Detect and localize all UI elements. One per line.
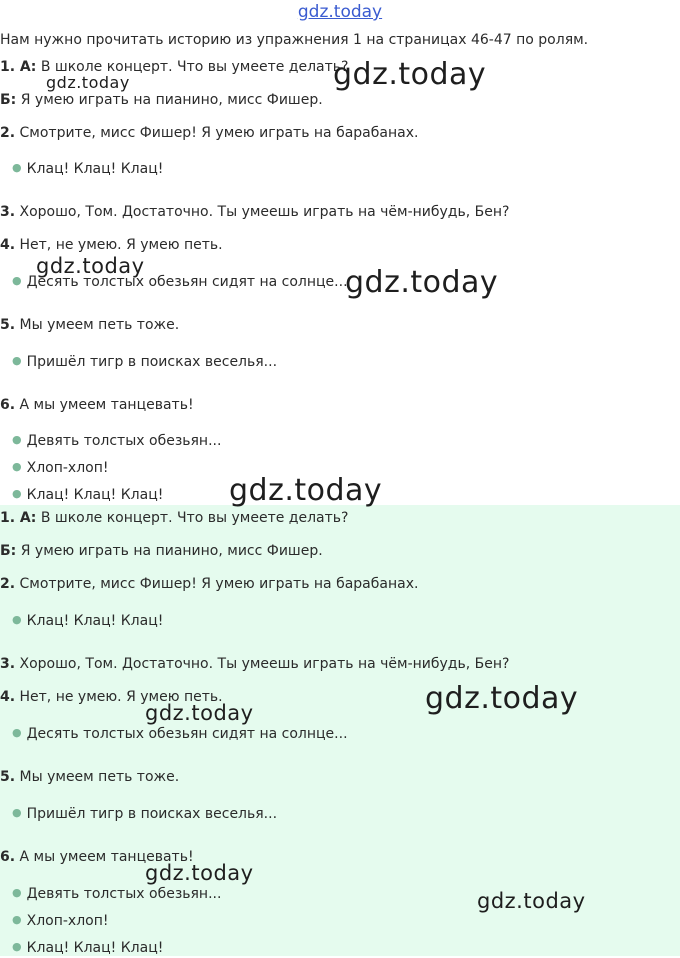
dialogue-line (0, 396, 194, 414)
watermark: gdz.today (425, 681, 579, 716)
bullet-item: ● Хлоп-хлоп! (12, 913, 109, 929)
line-number: 5. (0, 317, 16, 333)
header-watermark-link[interactable]: gdz.today (297, 2, 383, 22)
line-text: Я умею играть на пианино, мисс Фишер. (16, 92, 323, 108)
watermark: gdz.today (333, 57, 487, 92)
dialogue-line (0, 575, 418, 593)
bullet-item: ● Девять толстых обезьян... (12, 433, 222, 449)
line-number: Б: (0, 543, 17, 559)
line-number: 6. (0, 849, 16, 865)
intro-text: Нам нужно прочитать историю из упражнения 1 на страницах 46-47 по ролям. (0, 32, 589, 48)
bullet-dot-icon: ● (12, 460, 22, 473)
watermark: gdz.today (145, 861, 254, 885)
line-number: Б: (0, 92, 17, 108)
dialogue-line (0, 655, 509, 673)
line-number: 3. (0, 204, 16, 220)
dialogue-line (0, 509, 348, 527)
bullet-dot-icon: ● (12, 433, 22, 446)
bullet-item: ● Клац! Клац! Клац! (12, 940, 164, 956)
bullet-item: ● Клац! Клац! Клац! (12, 487, 164, 503)
line-text: А мы умеем танцевать! (15, 849, 194, 865)
bullet-dot-icon: ● (12, 487, 22, 500)
bullet-item: ● Пришёл тигр в поисках веселья... (12, 354, 278, 370)
line-number: 4. (0, 689, 16, 705)
watermark: gdz.today (145, 701, 254, 725)
dialogue-line (0, 542, 323, 560)
watermark: gdz.today (345, 265, 499, 300)
bullet-dot-icon: ● (12, 913, 22, 926)
bullet-dot-icon: ● (12, 161, 22, 174)
line-text: Мы умеем петь тоже. (15, 769, 180, 785)
bullet-item: ● Клац! Клац! Клац! (12, 613, 164, 629)
dialogue-line (0, 124, 418, 142)
bullet-item: ● Десять толстых обезьян сидят на солнце... (12, 726, 348, 742)
line-text: А мы умеем танцевать! (15, 397, 194, 413)
line-number: 1. А: (0, 510, 37, 526)
line-number: 6. (0, 397, 16, 413)
line-text: Хорошо, Том. Достаточно. Ты умеешь играть на чём-нибудь, Бен? (15, 656, 510, 672)
bullet-dot-icon: ● (12, 726, 22, 739)
line-text: Хорошо, Том. Достаточно. Ты умеешь играть на чём-нибудь, Бен? (15, 204, 510, 220)
bullet-dot-icon: ● (12, 806, 22, 819)
line-text: Мы умеем петь тоже. (15, 317, 180, 333)
bullet-dot-icon: ● (12, 886, 22, 899)
bullet-item: ● Клац! Клац! Клац! (12, 161, 164, 177)
line-text: В школе концерт. Что вы умеете делать? (36, 59, 349, 75)
dialogue-line (0, 316, 179, 334)
watermark: gdz.today (46, 73, 130, 92)
line-number: 2. (0, 125, 16, 141)
dialogue-line (0, 91, 323, 109)
bullet-item: ● Десять толстых обезьян сидят на солнце... (12, 274, 348, 290)
bullet-item: ● Хлоп-хлоп! (12, 460, 109, 476)
bullet-dot-icon: ● (12, 613, 22, 626)
watermark: gdz.today (229, 473, 383, 508)
line-text: В школе концерт. Что вы умеете делать? (36, 510, 349, 526)
watermark: gdz.today (477, 889, 586, 913)
line-text: Смотрите, мисс Фишер! Я умею играть на барабанах. (15, 576, 419, 592)
dialogue-line (0, 203, 509, 221)
line-text: Нет, не умею. Я умею петь. (15, 689, 223, 705)
line-text: Смотрите, мисс Фишер! Я умею играть на барабанах. (15, 125, 419, 141)
dialogue-line (0, 236, 223, 254)
line-number: 2. (0, 576, 16, 592)
bullet-dot-icon: ● (12, 354, 22, 367)
line-text: Нет, не умею. Я умею петь. (15, 237, 223, 253)
line-text: Я умею играть на пианино, мисс Фишер. (16, 543, 323, 559)
line-number: 5. (0, 769, 16, 785)
bullet-item: ● Девять толстых обезьян... (12, 886, 222, 902)
watermark: gdz.today (36, 254, 145, 278)
line-number: 3. (0, 656, 16, 672)
bullet-dot-icon: ● (12, 940, 22, 953)
line-number: 1. А: (0, 59, 37, 75)
line-number: 4. (0, 237, 16, 253)
dialogue-line (0, 768, 179, 786)
bullet-dot-icon: ● (12, 274, 22, 287)
bullet-item: ● Пришёл тигр в поисках веселья... (12, 806, 278, 822)
